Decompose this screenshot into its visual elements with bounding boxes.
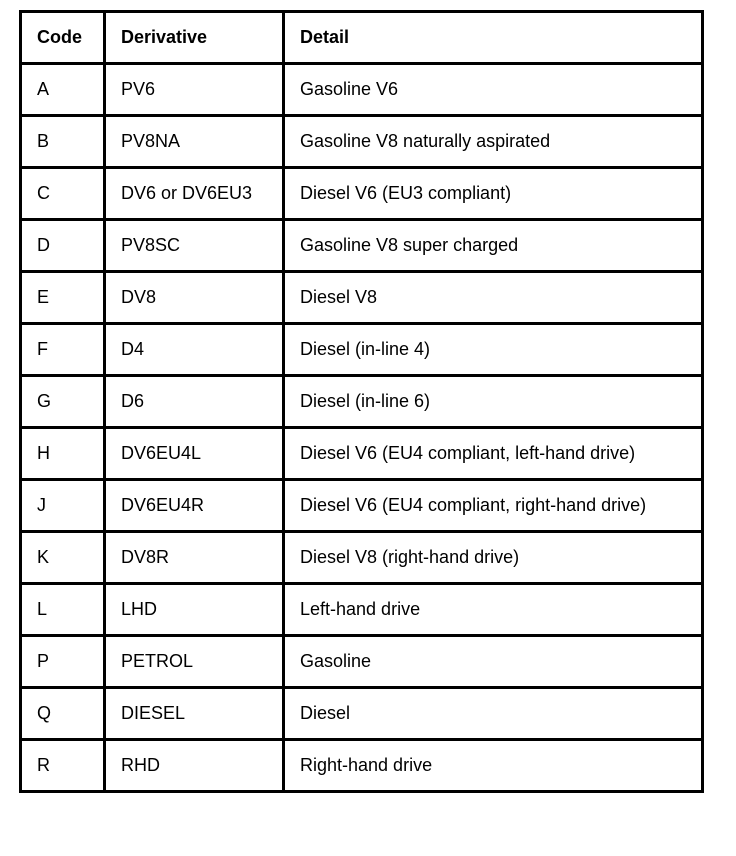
cell-derivative: PV8NA bbox=[105, 116, 284, 168]
cell-code: G bbox=[21, 376, 105, 428]
cell-code: F bbox=[21, 324, 105, 376]
table-row bbox=[21, 272, 703, 324]
cell-derivative: DV6 or DV6EU3 bbox=[105, 168, 284, 220]
table-row bbox=[21, 376, 703, 428]
cell-derivative: DV6EU4L bbox=[105, 428, 284, 480]
derivative-code-table bbox=[19, 10, 704, 793]
table-row bbox=[21, 116, 703, 168]
cell-derivative: RHD bbox=[105, 740, 284, 792]
cell-derivative: DIESEL bbox=[105, 688, 284, 740]
cell-detail: Diesel (in-line 4) bbox=[284, 324, 703, 376]
table-row bbox=[21, 532, 703, 584]
cell-detail: Diesel V6 (EU4 compliant, right-hand drive) bbox=[284, 480, 703, 532]
cell-detail: Diesel V8 (right-hand drive) bbox=[284, 532, 703, 584]
cell-detail: Right-hand drive bbox=[284, 740, 703, 792]
cell-derivative: D6 bbox=[105, 376, 284, 428]
header-detail: Detail bbox=[284, 12, 703, 64]
table-row bbox=[21, 64, 703, 116]
cell-derivative: PETROL bbox=[105, 636, 284, 688]
cell-detail: Gasoline bbox=[284, 636, 703, 688]
header-derivative: Derivative bbox=[105, 12, 284, 64]
cell-code: B bbox=[21, 116, 105, 168]
derivative-code-table-container bbox=[19, 10, 701, 793]
cell-detail: Diesel V6 (EU3 compliant) bbox=[284, 168, 703, 220]
cell-code: P bbox=[21, 636, 105, 688]
cell-detail: Gasoline V8 naturally aspirated bbox=[284, 116, 703, 168]
table-row bbox=[21, 688, 703, 740]
cell-detail: Left-hand drive bbox=[284, 584, 703, 636]
cell-derivative: PV8SC bbox=[105, 220, 284, 272]
table-row bbox=[21, 584, 703, 636]
table-row bbox=[21, 636, 703, 688]
cell-code: C bbox=[21, 168, 105, 220]
table-row bbox=[21, 324, 703, 376]
cell-code: J bbox=[21, 480, 105, 532]
cell-derivative: DV8R bbox=[105, 532, 284, 584]
table-row bbox=[21, 168, 703, 220]
table-header-row bbox=[21, 12, 703, 64]
cell-code: K bbox=[21, 532, 105, 584]
cell-code: H bbox=[21, 428, 105, 480]
cell-code: A bbox=[21, 64, 105, 116]
cell-detail: Diesel (in-line 6) bbox=[284, 376, 703, 428]
cell-detail: Diesel V6 (EU4 compliant, left-hand drive) bbox=[284, 428, 703, 480]
cell-code: Q bbox=[21, 688, 105, 740]
cell-derivative: DV6EU4R bbox=[105, 480, 284, 532]
cell-code: L bbox=[21, 584, 105, 636]
table-row bbox=[21, 740, 703, 792]
cell-derivative: PV6 bbox=[105, 64, 284, 116]
header-code: Code bbox=[21, 12, 105, 64]
table-row bbox=[21, 428, 703, 480]
cell-code: E bbox=[21, 272, 105, 324]
cell-detail: Diesel V8 bbox=[284, 272, 703, 324]
cell-derivative: D4 bbox=[105, 324, 284, 376]
cell-code: D bbox=[21, 220, 105, 272]
cell-detail: Gasoline V6 bbox=[284, 64, 703, 116]
cell-derivative: DV8 bbox=[105, 272, 284, 324]
table-row bbox=[21, 220, 703, 272]
cell-detail: Gasoline V8 super charged bbox=[284, 220, 703, 272]
table-row bbox=[21, 480, 703, 532]
cell-detail: Diesel bbox=[284, 688, 703, 740]
table-body bbox=[21, 64, 703, 792]
cell-derivative: LHD bbox=[105, 584, 284, 636]
cell-code: R bbox=[21, 740, 105, 792]
